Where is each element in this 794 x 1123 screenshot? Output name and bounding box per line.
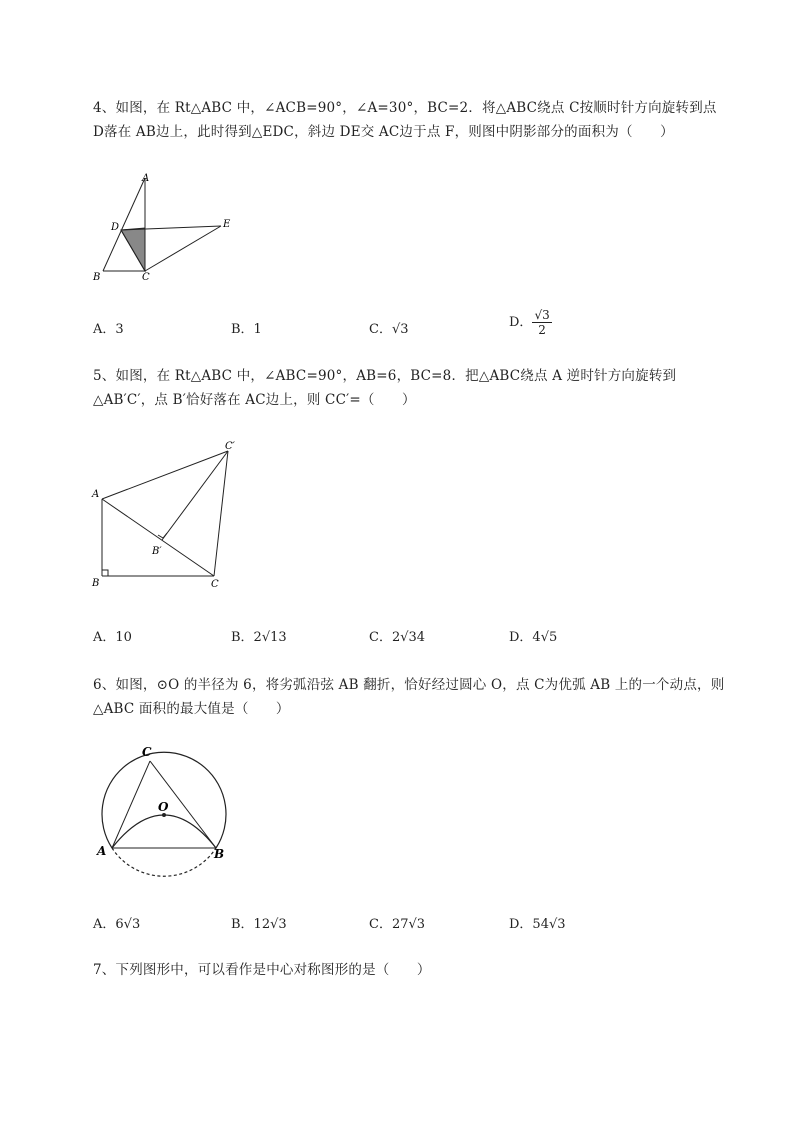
question-5-line-1: 5、如图，在 Rt△ABC 中，∠ABC=90°，AB=6，BC=8．把△ABC绕点 A 逆时针方向旋转到	[93, 368, 677, 384]
point-label-bprime: B′	[152, 546, 162, 557]
option-c[interactable]	[369, 318, 409, 337]
point-label-o: O	[158, 800, 169, 814]
option-c[interactable]: C．27√3	[369, 917, 426, 932]
segment-de	[121, 226, 221, 230]
question-5-line-2: △AB′C′，点 B′恰好落在 AC边上，则 CC′=（ ）	[93, 392, 416, 408]
point-label-a: A	[97, 844, 107, 858]
option-d[interactable]: D．54√3	[509, 917, 566, 932]
option-d[interactable]	[509, 308, 552, 337]
segment-cc-prime	[214, 451, 228, 576]
option-b[interactable]: B．2√13	[231, 630, 287, 645]
point-label-e: E	[223, 219, 231, 230]
minor-arc-dashed	[112, 848, 216, 876]
segment-ec	[145, 226, 221, 271]
question-6	[93, 673, 753, 721]
fraction-numerator: √3	[534, 308, 550, 322]
question-4-line-1: 4、如图，在 Rt△ABC 中，∠ACB=90°，∠A=30°，BC=2．将△ABC绕点 C按顺时针方向旋转到点	[93, 100, 717, 116]
option-a[interactable]: A．3	[93, 322, 124, 337]
question-7-line-1: 7、下列图形中，可以看作是中心对称图形的是（ ）	[93, 962, 431, 978]
question-4	[93, 96, 753, 144]
option-a[interactable]: A．10	[93, 630, 132, 645]
point-label-c: C	[211, 579, 219, 590]
folded-arc	[112, 815, 216, 848]
question-5-figure	[88, 436, 248, 592]
point-label-c: C	[142, 272, 150, 283]
option-b[interactable]: B．1	[231, 322, 262, 337]
point-label-d: D	[111, 222, 120, 233]
point-label-b: B	[214, 847, 225, 861]
segment-ac	[102, 499, 214, 576]
question-6-options	[93, 913, 713, 943]
fraction	[532, 308, 551, 337]
option-c[interactable]: C．2√34	[369, 630, 426, 645]
question-6-figure	[88, 740, 238, 880]
question-6-line-2: △ABC 面积的最大值是（ ）	[93, 701, 290, 717]
segment-ac-prime	[102, 451, 228, 499]
point-label-a: A	[142, 173, 150, 184]
option-c-value: √3	[391, 322, 409, 337]
question-6-line-1: 6、如图，⊙O 的半径为 6，将劣弧沿弦 AB 翻折，恰好经过圆心 O，点 C为优弧 AB 上的一个动点，则	[93, 677, 725, 693]
segment-ac	[112, 761, 150, 848]
option-d-prefix: D．	[509, 315, 533, 330]
option-c-prefix: C．	[369, 322, 392, 337]
point-label-b: B	[93, 272, 101, 283]
segment-bprime-cprime	[162, 451, 228, 540]
point-label-c: C	[142, 745, 152, 759]
question-5	[93, 364, 753, 412]
option-a[interactable]: A．6√3	[93, 917, 141, 932]
question-4-figure	[88, 168, 248, 286]
option-b[interactable]: B．12√3	[231, 917, 287, 932]
point-label-cprime: C′	[225, 441, 235, 452]
fraction-denominator: 2	[538, 323, 546, 337]
question-5-options	[93, 626, 713, 656]
point-label-b: B	[92, 578, 100, 589]
question-4-options	[93, 308, 713, 344]
question-7	[93, 958, 753, 982]
point-label-a: A	[92, 489, 100, 500]
option-d[interactable]: D．4√5	[509, 630, 558, 645]
question-4-line-2: D落在 AB边上，此时得到△EDC，斜边 DE交 AC边于点 F，则图中阴影部分的面积为（ ）	[93, 124, 674, 140]
right-angle-mark-b	[102, 570, 108, 576]
